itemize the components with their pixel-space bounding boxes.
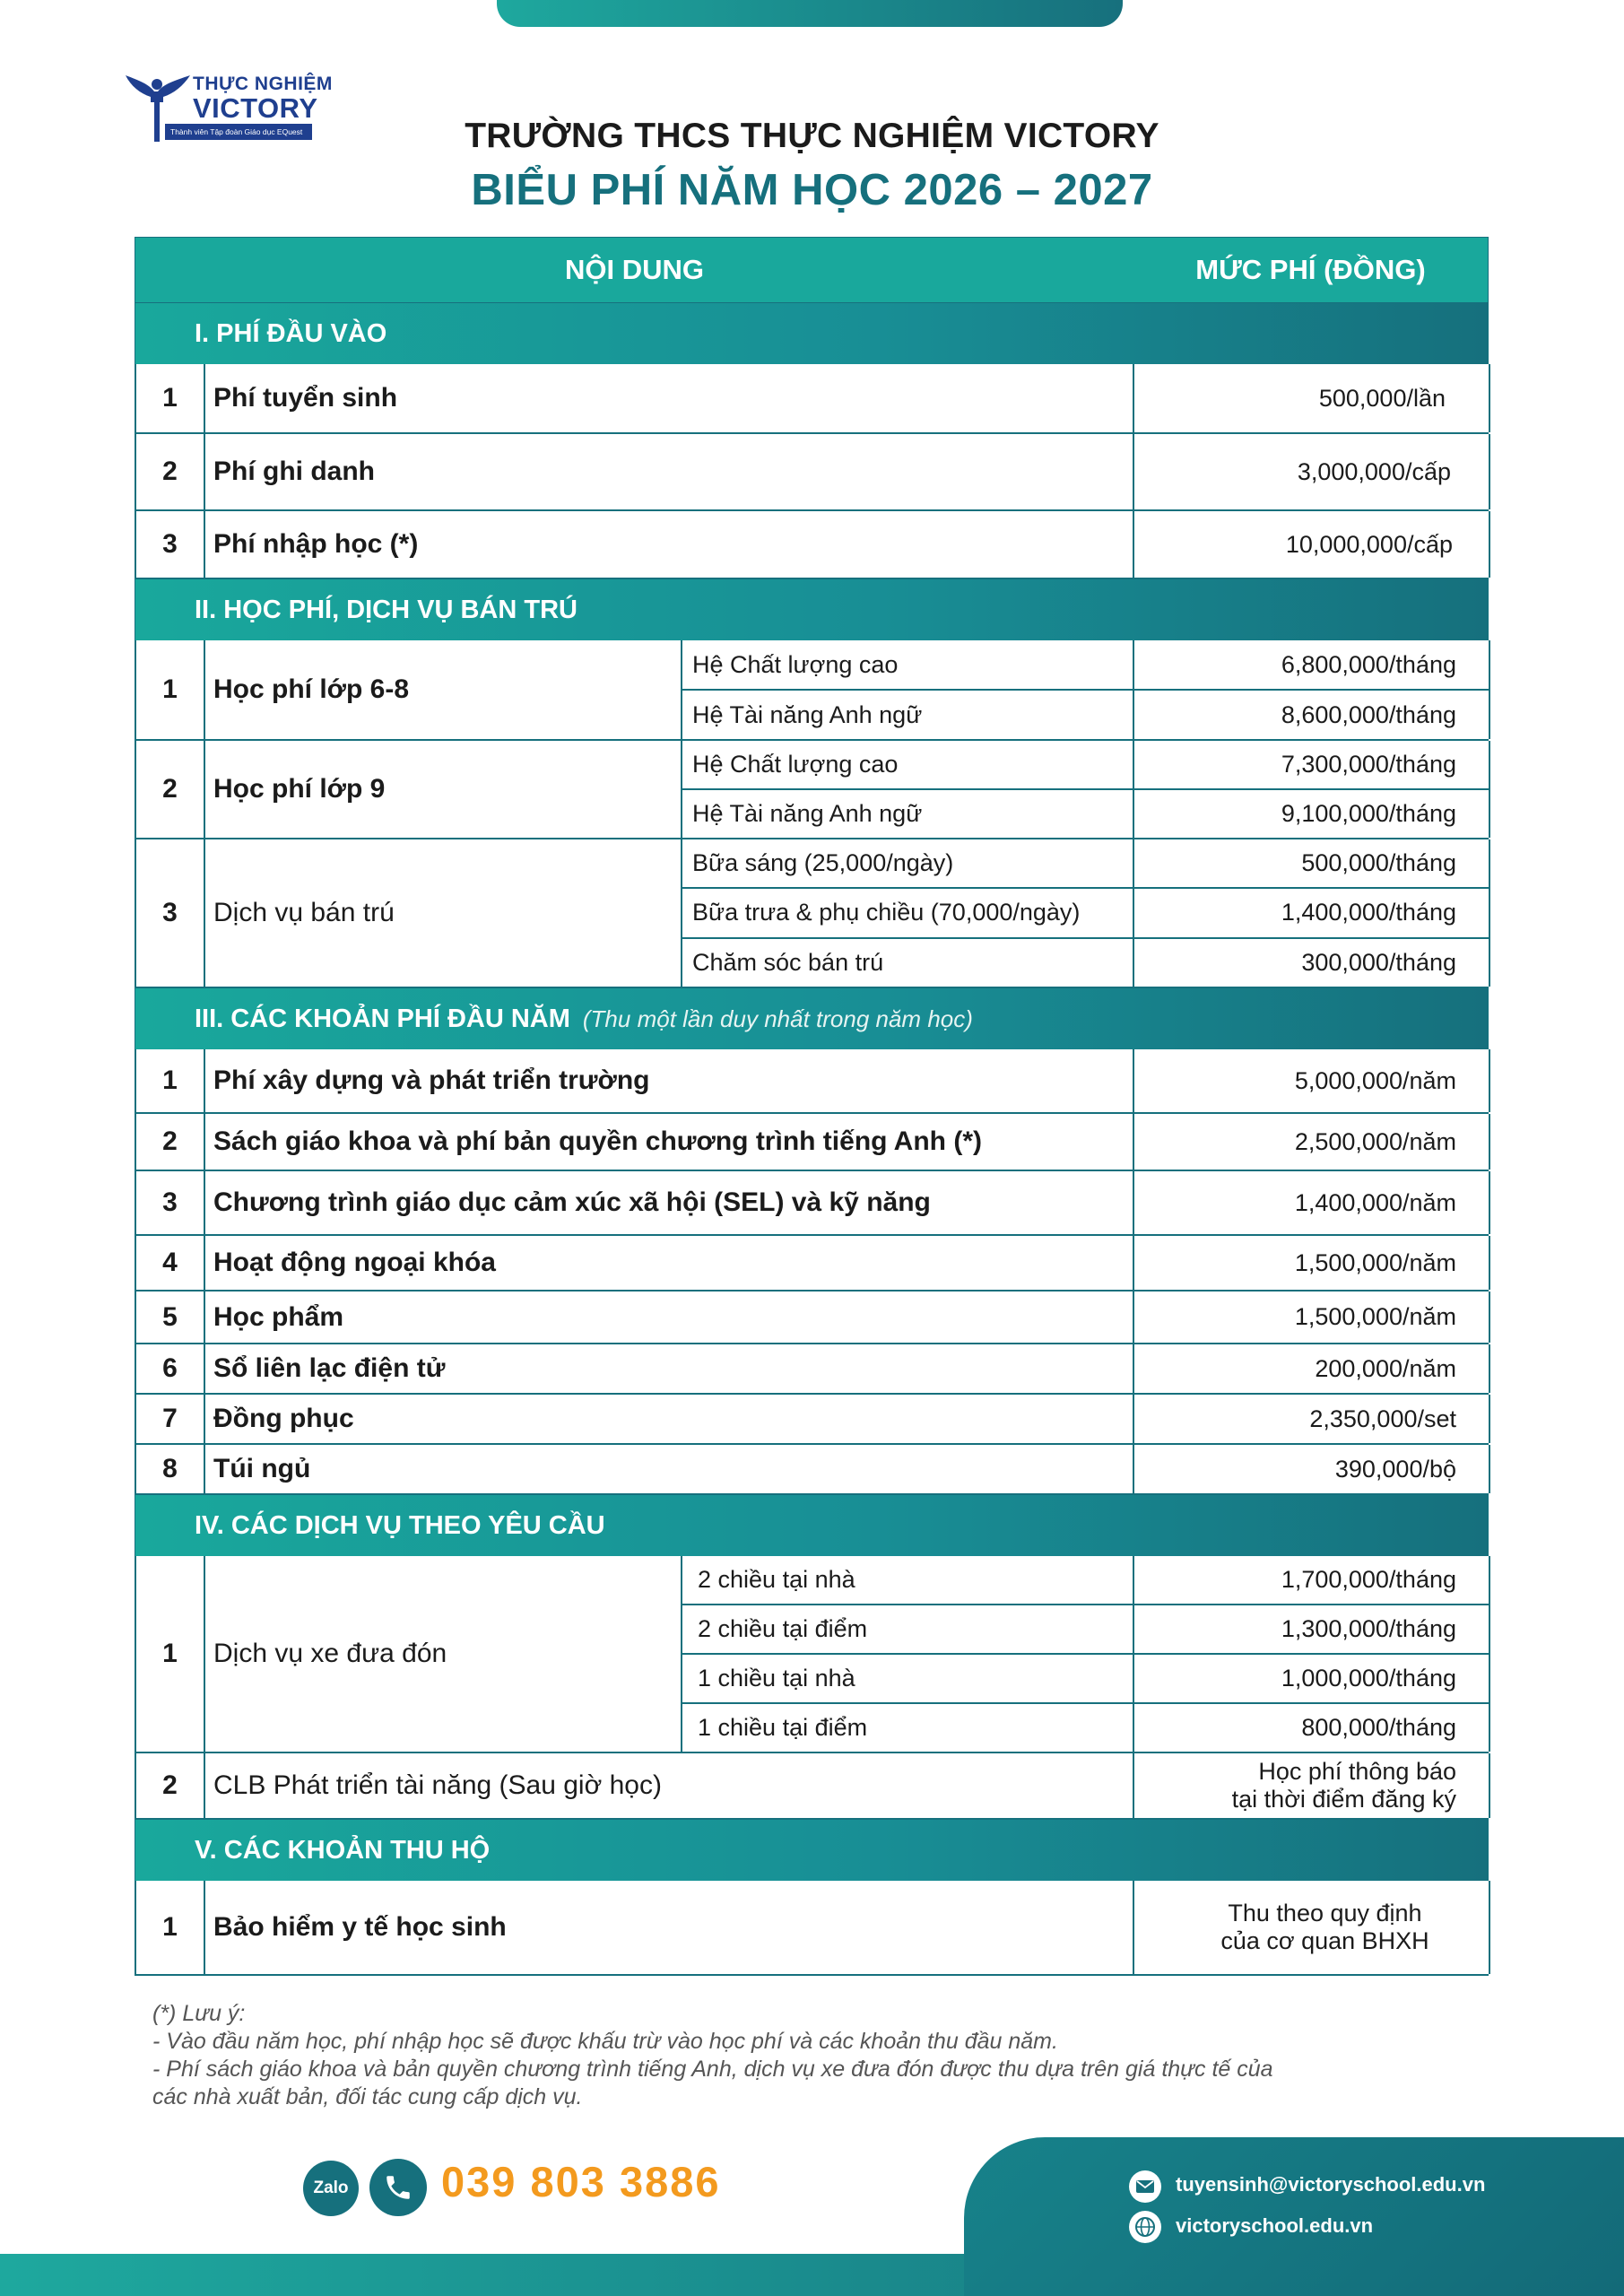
sub-row bbox=[682, 1655, 1490, 1704]
row-number: 3 bbox=[136, 839, 205, 987]
sub-fee: 1,700,000/tháng bbox=[1134, 1556, 1490, 1604]
logo-line2: VICTORY bbox=[193, 92, 318, 124]
table-row bbox=[135, 1753, 1489, 1820]
row-number: 5 bbox=[136, 1292, 205, 1343]
row-name: Phí nhập học (*) bbox=[205, 511, 1134, 578]
phone-glyph-icon bbox=[383, 2172, 413, 2203]
top-decoration-tab bbox=[497, 0, 1123, 27]
row-name: Học phí lớp 9 bbox=[205, 741, 682, 838]
logo-line1: THỰC NGHIỆM bbox=[193, 74, 333, 94]
website-link[interactable]: victoryschool.edu.vn bbox=[1176, 2214, 1374, 2237]
table-row bbox=[135, 364, 1489, 434]
section-header bbox=[135, 1820, 1489, 1881]
row-fee bbox=[1134, 1881, 1490, 1974]
row-name: Chương trình giáo dục cảm xúc xã hội (SEL) và kỹ năng bbox=[205, 1171, 1134, 1234]
header-fee: MỨC PHÍ (ĐỒNG) bbox=[1195, 254, 1426, 285]
footnotes bbox=[152, 2000, 1498, 2111]
sub-row bbox=[682, 1704, 1490, 1752]
sub-fee: 800,000/tháng bbox=[1134, 1704, 1490, 1752]
row-number: 2 bbox=[136, 1753, 205, 1818]
row-name: Phí ghi danh bbox=[205, 434, 1134, 509]
sub-row bbox=[682, 691, 1490, 739]
table-row bbox=[135, 741, 1489, 839]
sub-name: Bữa trưa & phụ chiều (70,000/ngày) bbox=[682, 889, 1134, 936]
row-name: Học phí lớp 6-8 bbox=[205, 640, 682, 739]
row-number: 1 bbox=[136, 1881, 205, 1974]
row-fee: 200,000/năm bbox=[1134, 1344, 1490, 1393]
section-header bbox=[135, 303, 1489, 364]
row-fee bbox=[1134, 1753, 1490, 1818]
row-number: 1 bbox=[136, 640, 205, 739]
row-fee: 1,400,000/năm bbox=[1134, 1171, 1490, 1234]
row-number: 4 bbox=[136, 1236, 205, 1290]
note-line: - Phí sách giáo khoa và bản quyền chương trình tiếng Anh, dịch vụ xe đưa đón được thu dựa trên giá thực tế của bbox=[152, 2057, 1273, 2082]
row-name: Bảo hiểm y tế học sinh bbox=[205, 1881, 1134, 1974]
sub-row bbox=[682, 839, 1490, 889]
section-header bbox=[135, 579, 1489, 640]
note-line: - Vào đầu năm học, phí nhập học sẽ được khấu trừ vào học phí và các khoản thu đầu năm. bbox=[152, 2029, 1058, 2054]
sub-row bbox=[682, 790, 1490, 838]
sub-fee: 7,300,000/tháng bbox=[1134, 741, 1490, 788]
logo-tagline: Thành viên Tập đoàn Giáo dục EQuest bbox=[165, 124, 312, 140]
sub-name: 2 chiều tại điểm bbox=[682, 1605, 1134, 1653]
sub-row bbox=[682, 1556, 1490, 1605]
section-note: (Thu một lần duy nhất trong năm học) bbox=[582, 1004, 973, 1032]
row-name: CLB Phát triển tài năng (Sau giờ học) bbox=[205, 1753, 1134, 1818]
sub-fee: 9,100,000/tháng bbox=[1134, 790, 1490, 838]
sub-row bbox=[682, 889, 1490, 938]
globe-icon bbox=[1129, 2211, 1161, 2243]
fee-table bbox=[135, 237, 1489, 1976]
sub-row bbox=[682, 741, 1490, 790]
row-number: 6 bbox=[136, 1344, 205, 1393]
sub-rows bbox=[682, 1556, 1490, 1752]
table-row bbox=[135, 434, 1489, 511]
sub-rows bbox=[682, 741, 1490, 838]
sub-fee: 1,300,000/tháng bbox=[1134, 1605, 1490, 1653]
sub-fee: 6,800,000/tháng bbox=[1134, 640, 1490, 689]
table-row bbox=[135, 1881, 1489, 1976]
row-number: 2 bbox=[136, 1114, 205, 1170]
table-row bbox=[135, 1171, 1489, 1236]
table-row bbox=[135, 1344, 1489, 1395]
sub-fee: 1,000,000/tháng bbox=[1134, 1655, 1490, 1702]
sub-row bbox=[682, 939, 1490, 987]
table-row bbox=[135, 1292, 1489, 1344]
table-row bbox=[135, 1556, 1489, 1753]
row-fee: 5,000,000/năm bbox=[1134, 1049, 1490, 1112]
fee-line: tại thời điểm đăng ký bbox=[1231, 1786, 1456, 1813]
row-name: Dịch vụ bán trú bbox=[205, 839, 682, 987]
sub-name: 1 chiều tại điểm bbox=[682, 1704, 1134, 1752]
globe-glyph-icon bbox=[1133, 2215, 1157, 2239]
school-name: TRƯỜNG THCS THỰC NGHIỆM VICTORY bbox=[465, 117, 1159, 155]
sub-name: 1 chiều tại nhà bbox=[682, 1655, 1134, 1702]
sub-row bbox=[682, 640, 1490, 691]
email-link[interactable]: tuyensinh@victoryschool.edu.vn bbox=[1176, 2173, 1486, 2196]
row-fee: 390,000/bộ bbox=[1134, 1445, 1490, 1493]
fee-line: Học phí thông báo bbox=[1258, 1758, 1456, 1785]
row-number: 1 bbox=[136, 364, 205, 432]
row-fee: 3,000,000/cấp bbox=[1134, 434, 1490, 509]
page-title: BIỂU PHÍ NĂM HỌC 2026 – 2027 bbox=[471, 166, 1153, 214]
fee-line: của cơ quan BHXH bbox=[1220, 1927, 1429, 1954]
notes-heading: (*) Lưu ý: bbox=[152, 2001, 246, 2026]
row-number: 1 bbox=[136, 1049, 205, 1112]
row-fee: 2,500,000/năm bbox=[1134, 1114, 1490, 1170]
phone-icon[interactable] bbox=[369, 2159, 427, 2216]
row-number: 3 bbox=[136, 511, 205, 578]
row-name: Hoạt động ngoại khóa bbox=[205, 1236, 1134, 1290]
section-header bbox=[135, 1495, 1489, 1556]
table-row bbox=[135, 1236, 1489, 1292]
row-name: Phí xây dựng và phát triển trường bbox=[205, 1049, 1134, 1112]
row-name: Học phẩm bbox=[205, 1292, 1134, 1343]
row-number: 1 bbox=[136, 1556, 205, 1752]
sub-fee: 500,000/tháng bbox=[1134, 839, 1490, 887]
row-number: 7 bbox=[136, 1395, 205, 1443]
sub-row bbox=[682, 1605, 1490, 1655]
section-title: II. HỌC PHÍ, DỊCH VỤ BÁN TRÚ bbox=[195, 595, 578, 624]
table-header bbox=[135, 237, 1489, 303]
envelope-icon bbox=[1135, 2179, 1155, 2194]
row-fee: 500,000/lần bbox=[1134, 364, 1490, 432]
section-title: IV. CÁC DỊCH VỤ THEO YÊU CẦU bbox=[195, 1510, 605, 1540]
section-title: III. CÁC KHOẢN PHÍ ĐẦU NĂM bbox=[195, 1004, 570, 1033]
sub-name: Hệ Chất lượng cao bbox=[682, 741, 1134, 788]
sub-name: Hệ Chất lượng cao bbox=[682, 640, 1134, 689]
sub-name: 2 chiều tại nhà bbox=[682, 1556, 1134, 1604]
row-number: 3 bbox=[136, 1171, 205, 1234]
email-icon bbox=[1129, 2170, 1161, 2203]
section-title: I. PHÍ ĐẦU VÀO bbox=[195, 318, 387, 348]
row-fee: 2,350,000/set bbox=[1134, 1395, 1490, 1443]
row-name: Sổ liên lạc điện tử bbox=[205, 1344, 1134, 1393]
sub-name: Chăm sóc bán trú bbox=[682, 939, 1134, 987]
sub-name: Hệ Tài năng Anh ngữ bbox=[682, 790, 1134, 838]
note-line: các nhà xuất bản, đối tác cung cấp dịch vụ. bbox=[152, 2084, 583, 2109]
row-fee: 1,500,000/năm bbox=[1134, 1236, 1490, 1290]
zalo-icon[interactable] bbox=[303, 2161, 359, 2216]
table-row bbox=[135, 1445, 1489, 1495]
row-number: 8 bbox=[136, 1445, 205, 1493]
sub-name: Hệ Tài năng Anh ngữ bbox=[682, 691, 1134, 739]
row-number: 2 bbox=[136, 434, 205, 509]
section-header bbox=[135, 988, 1489, 1049]
sub-rows bbox=[682, 640, 1490, 739]
row-name: Túi ngủ bbox=[205, 1445, 1134, 1493]
table-row bbox=[135, 1395, 1489, 1445]
row-name: Đồng phục bbox=[205, 1395, 1134, 1443]
row-fee: 1,500,000/năm bbox=[1134, 1292, 1490, 1343]
section-title: V. CÁC KHOẢN THU HỘ bbox=[195, 1835, 491, 1865]
row-name: Sách giáo khoa và phí bản quyền chương trình tiếng Anh (*) bbox=[205, 1114, 1134, 1170]
sub-name: Bữa sáng (25,000/ngày) bbox=[682, 839, 1134, 887]
sub-fee: 300,000/tháng bbox=[1134, 939, 1490, 987]
header-content: NỘI DUNG bbox=[565, 254, 704, 285]
row-number: 2 bbox=[136, 741, 205, 838]
table-row bbox=[135, 1049, 1489, 1114]
sub-fee: 1,400,000/tháng bbox=[1134, 889, 1490, 936]
fee-line: Thu theo quy định bbox=[1228, 1900, 1422, 1926]
row-name: Phí tuyển sinh bbox=[205, 364, 1134, 432]
phone-number[interactable]: 039 803 3886 bbox=[441, 2158, 721, 2205]
table-row bbox=[135, 511, 1489, 579]
sub-rows bbox=[682, 839, 1490, 987]
row-fee: 10,000,000/cấp bbox=[1134, 511, 1490, 578]
sub-fee: 8,600,000/tháng bbox=[1134, 691, 1490, 739]
row-name: Dịch vụ xe đưa đón bbox=[205, 1556, 682, 1752]
table-row bbox=[135, 839, 1489, 988]
table-row bbox=[135, 1114, 1489, 1171]
table-row bbox=[135, 640, 1489, 741]
zalo-label: Zalo bbox=[313, 2179, 349, 2197]
